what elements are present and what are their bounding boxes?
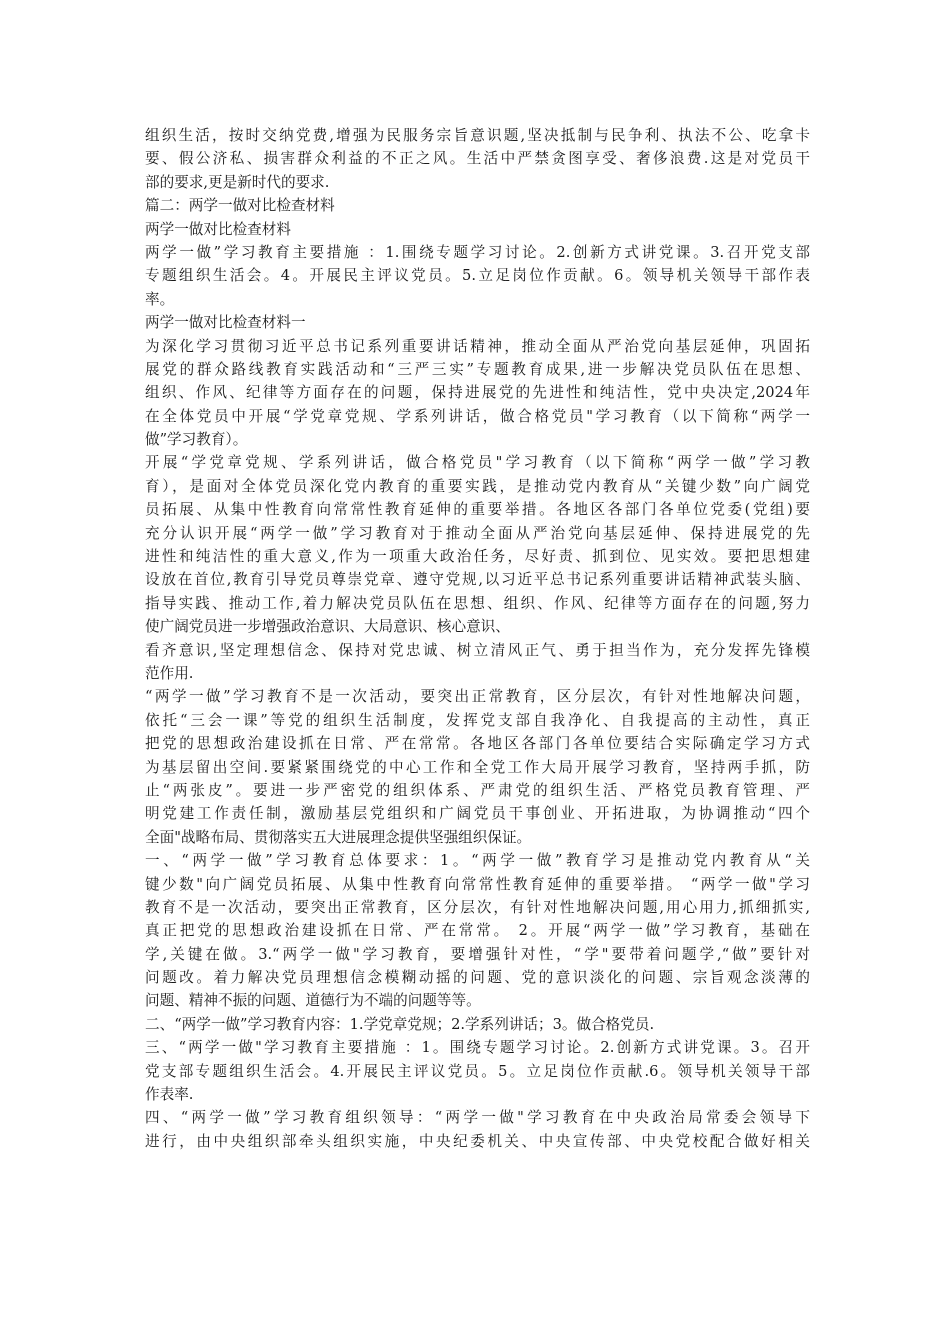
- text-line: 问题改。着力解决党员理想信念模糊动摇的问题、党的意识淡化的问题、宗旨观念淡薄的: [145, 969, 810, 987]
- text-line: 要、假公济私、损害群众利益的不正之风。生活中严禁贪图享受、奢侈浪费.这是对党员干: [145, 150, 810, 168]
- text-line: 学,关键在做。3.“两学一做"学习教育，要增强针对性，“学"要带着问题学,“做”要针对: [145, 945, 810, 963]
- text-line: 三、“两学一做"学习教育主要措施 ：1。围绕专题学习讨论。2.创新方式讲党课。3。召开: [145, 1039, 810, 1057]
- text-line: 止“两张皮”。要进一步严密党的组织体系、严肃党的组织生活、严格党员教育管理、严: [145, 781, 810, 799]
- text-line: 教育不是一次活动，要突出正常教育，区分层次，有针对性地解决问题,用心用力,抓细抓实,: [145, 898, 810, 916]
- text-line: 育），是面对全体党员深化党内教育的重要实践，是推动党内教育从“关键少数”向广阔党: [145, 477, 810, 495]
- text-line: 作表率.: [145, 1086, 194, 1104]
- text-line: 员拓展、从集中性教育向常常性教育延伸的重要举措。各地区各部门各单位党委(党组)要: [145, 501, 810, 519]
- text-line: 把党的思想政治建设抓在日常、严在常常。各地区各部门各单位要结合实际确定学习方式: [145, 735, 810, 753]
- text-line: 依托“三会一课”等党的组织生活制度，发挥党支部自我净化、自我提高的主动性，真正: [145, 711, 810, 729]
- text-line: 使广阔党员进一步增强政治意识、大局意识、核心意识、: [145, 618, 510, 636]
- text-line: 四、“两学一做”学习教育组织领导：“两学一做"学习教育在中央政治局常委会领导下: [145, 1109, 810, 1127]
- text-line: 全面"战略布局、贯彻落实五大进展理念提供坚强组织保证。: [145, 828, 532, 846]
- text-line: 为基层留出空间.要紧紧围绕党的中心工作和全党工作大局开展学习教育，坚持两手抓，防: [145, 758, 810, 776]
- text-line: 做”学习教育）。: [145, 431, 248, 449]
- text-line: 明党建工作责任制，激励基层党组织和广阔党员干事创业、开拓进取，为协调推动“四个: [145, 805, 810, 823]
- text-line: 党支部专题组织生活会。4.开展民主评议党员。5。立足岗位作贡献.6。领导机关领导干部: [145, 1062, 810, 1080]
- text-line: 设放在首位,教育引导党员尊崇党章、遵守党规,以习近平总书记系列重要讲话精神武装头脑、: [145, 571, 810, 589]
- text-line: 两学一做对比检查材料: [145, 220, 291, 238]
- text-line: 进性和纯洁性的重大意义,作为一项重大政治任务，尽好责、抓到位、见实效。要把思想建: [145, 548, 810, 566]
- text-line: 范作用.: [145, 664, 194, 682]
- text-line: 两学一做”学习教育主要措施 ：1.围绕专题学习讨论。2.创新方式讲党课。3.召开党支部: [145, 243, 810, 261]
- text-line: 真正把党的思想政治建设抓在日常、严在常常。 2。开展“两学一做”学习教育，基础在: [145, 922, 810, 940]
- text-line: 问题、精神不振的问题、道德行为不端的问题等等。: [145, 992, 481, 1010]
- text-line: 进行，由中央组织部牵头组织实施，中央纪委机关、中央宣传部、中央党校配合做好相关: [145, 1132, 810, 1150]
- text-line: 开展“学党章党规、学系列讲话，做合格党员"学习教育（以下简称“两学一做”学习教: [145, 454, 810, 472]
- text-line: 率。: [145, 290, 175, 308]
- text-line: 指导实践、推动工作,着力解决党员队伍在思想、组织、作风、纪律等方面存在的问题,努力: [145, 594, 810, 612]
- text-line: 两学一做对比检查材料一: [145, 314, 306, 332]
- text-line: 展党的群众路线教育实践活动和“三严三实”专题教育成果,进一步解决党员队伍在思想、: [145, 360, 810, 378]
- text-line: 专题组织生活会。4。开展民主评议党员。5.立足岗位作贡献。6。领导机关领导干部作表: [145, 267, 810, 285]
- text-line: 为深化学习贯彻习近平总书记系列重要讲话精神，推动全面从严治党向基层延伸，巩固拓: [145, 337, 810, 355]
- document-body: [145, 124, 810, 1153]
- text-line: 一、“两学一做”学习教育总体要求：1。“两学一做”教育学习是推动党内教育从“关: [145, 852, 810, 870]
- text-line: 篇二：两学一做对比检查材料: [145, 197, 335, 215]
- text-line: 在全体党员中开展“学党章党规、学系列讲话，做合格党员"学习教育（以下简称“两学一: [145, 407, 810, 425]
- text-line: 组织、作风、纪律等方面存在的问题，保持进展党的先进性和纯洁性，党中央决定,2024年: [145, 384, 810, 402]
- text-line: 看齐意识,坚定理想信念、保持对党忠诚、树立清风正气、勇于担当作为，充分发挥先锋模: [145, 641, 810, 659]
- text-line: 组织生活，按时交纳党费,增强为民服务宗旨意识题,坚决抵制与民争利、执法不公、吃拿卡: [145, 127, 810, 144]
- text-line: “两学一做”学习教育不是一次活动，要突出正常教育，区分层次，有针对性地解决问题，: [145, 688, 810, 706]
- text-line: 部的要求,更是新时代的要求.: [145, 173, 330, 191]
- text-line: 充分认识开展“两学一做”学习教育对于推动全面从严治党向基层延伸、保持进展党的先: [145, 524, 810, 542]
- text-line: 二、“两学一做”学习教育内容：1.学党章党规；2.学系列讲话；3。做合格党员.: [145, 1015, 655, 1033]
- text-line: 键少数"向广阔党员拓展、从集中性教育向常常性教育延伸的重要举措。 “两学一做"学习: [145, 875, 810, 893]
